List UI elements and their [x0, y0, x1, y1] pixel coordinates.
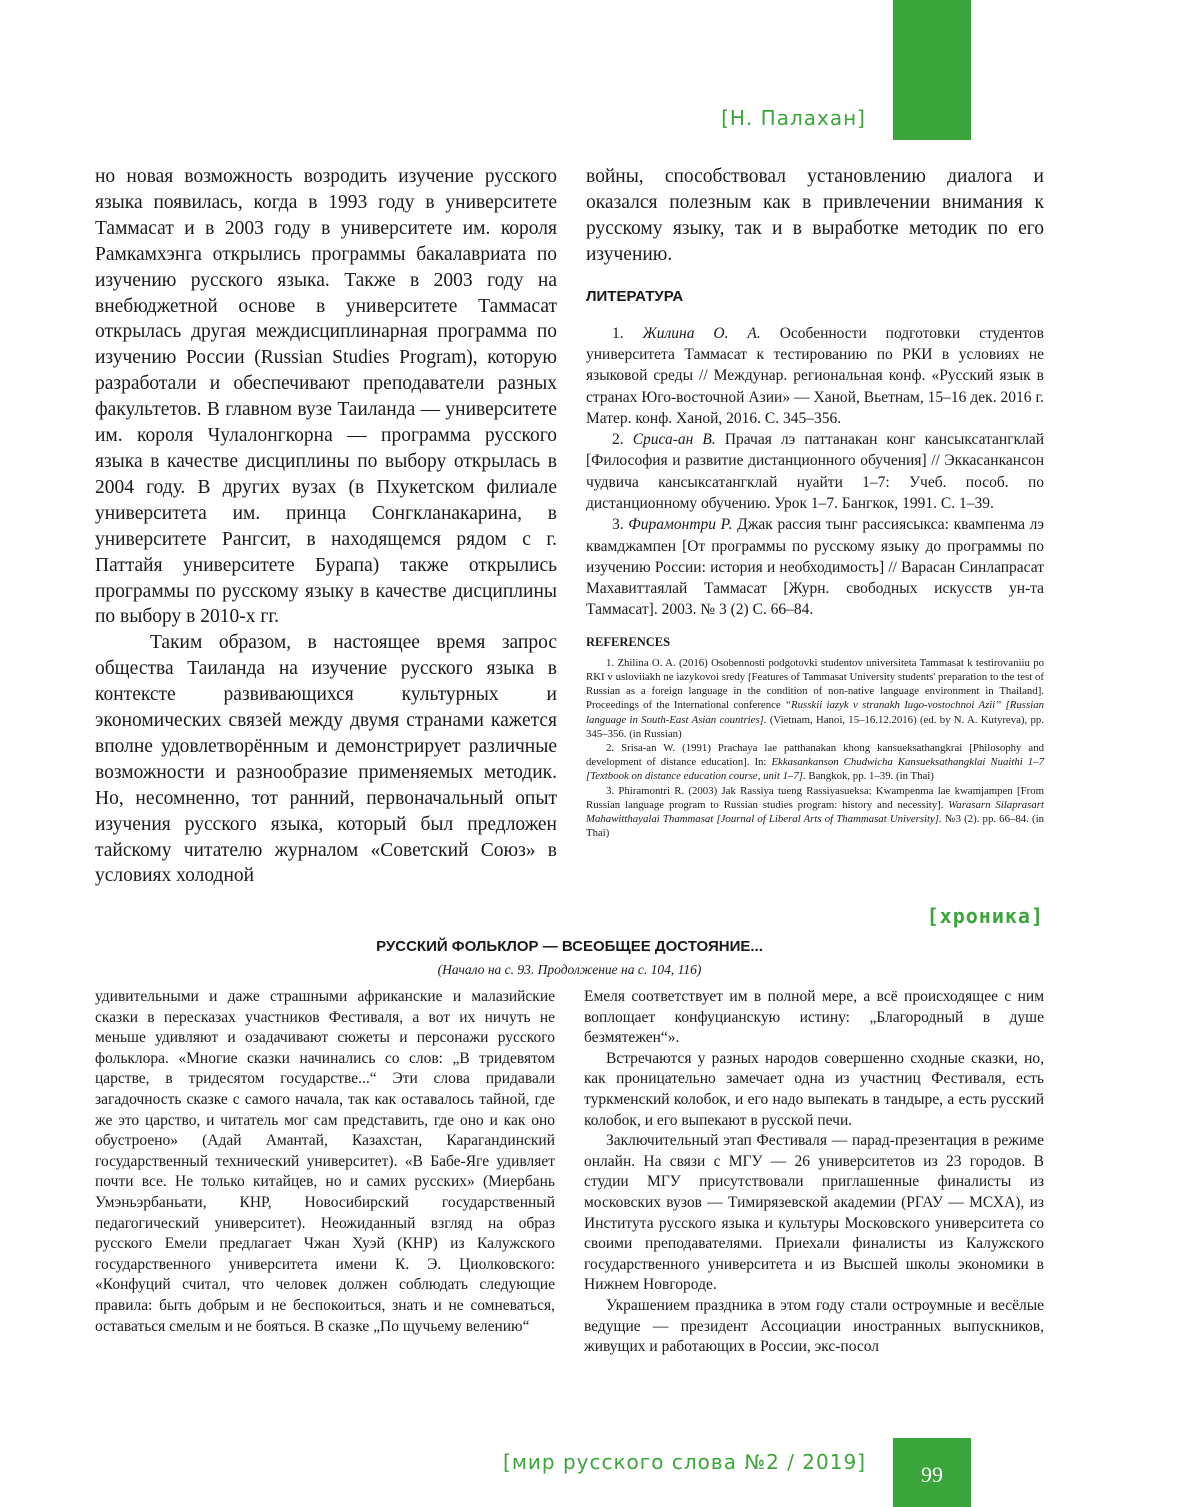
green-header-bar [893, 0, 971, 140]
article2-paragraph-1: удивительными и даже страшными африканские и малазийские сказки в пересказах участников Фестиваля, а вот их ничуть не меньше удивляют и озадачивают сюжеты и персонажи русского фольклора. «Многие сказки начинались со слов: „В тридевятом царстве, в тридесятом государстве...“ Эти слова придавали загадочность сказке с самого начала, так как оставалось тайной, где же это царство, и читатель мог сам представить, где оно и как оно обустроено» (Адай Амантай, Казахстан, Карагандинский государственный технический университет). «В Бабе-Яге удивляет почти все. Не только китайцев, но и самих русских» (Миербань Умэньэрбаньати, КНР, Новосибирский государственный педагогический университет). Неожиданный взгляд на образ русского Емели предлагает Чжан Хуэй (КНР) из Калужского государственного университета имени К. Э. Циолковского: «Конфуций считал, что человек должен соблюдать следующие правила: быть добрым и не беспокоиться, знать и не сомневаться, оставаться смелым и не бояться. В сказке „По щучьему велению“ [95, 988, 555, 1335]
article2-title: РУССКИЙ ФОЛЬКЛОР — ВСЕОБЩЕЕ ДОСТОЯНИЕ... [376, 938, 763, 955]
article1-paragraph-2: Таким образом, в настоящее время запрос общества Таиланда на изучение русского языка в контексте развивающихся культурных и экономических связей между двумя странами кажется вполне удовлетворённым и демонстрирует различные возможности и разнообразие применяемых методик. Но, несомненно, тот ранний, первоначальный опыт изучения русского языка, который был предложен тайскому читателю журналом «Советский Союз» в условиях холодной [95, 632, 557, 887]
article1-paragraph-3: войны, способствовал установлению диалога и оказался полезным как в привлечении внимания к русскому языку, так и в выработке методик по его изучению. [586, 166, 1044, 265]
article2-continuation-note: (Начало на с. 93. Продолжение на с. 104, 116) [437, 962, 702, 977]
reference-item: 2. Srisa-an W. (1991) Prachaya lae patthanakan khong kansueksathangkrai [Philosophy and development of distance education]. In: Ekkasankanson Chudwicha Kansueksathangklai Nuaithi 1–7 [Textbook on distance education course, unit 1–7]. Bangkok, pp. 1–39. (in Thai) [586, 742, 1045, 783]
literature-item: 2. Сриса-ан В. Прачая лэ паттанакан конг кансыксатангклай [Философия и развитие дистанционного обучения] // Эккасанкансон чудвича кансыксатангклай нуайти 1–7: Учеб. пособ. по дистанционному обучению. Урок 1–7. Бангкок, 1991. С. 1–39. [586, 431, 1045, 512]
article2-paragraph-4: Заключительный этап Фестиваля — парад-презентация в режиме онлайн. На связи с МГУ — 26 университетов из 23 городов. В студии МГУ присутствовали приглашенные финалисты из московских вузов — Тимирязевской академии (РГАУ — МСХА), из Института русского языка и культуры Московского университета со своими преподавателями. Приехали финалисты из Калужского государственного университета и из Высшей школы экономики в Нижнем Новгороде. [584, 1132, 1044, 1294]
section-tag: [хроника] [926, 904, 1044, 928]
references-heading: REFERENCES [586, 634, 671, 649]
journal-footer-title: [мир русского слова №2 / 2019] [503, 1450, 866, 1474]
article2-right-column [584, 987, 1044, 1358]
article2-left-column [95, 987, 555, 1337]
reference-item: 1. Zhilina O. A. (2016) Osobennosti podgotovki studentov universiteta Tammasat k testirovaniiu po RKI v usloviiakh ne iazykovoi sredy [Features of Tammasat University students' preparation to the test of Russian as a foreign language in the condition of non-native language environment in Thailand]. Proceedings of the International conference “Russkii iazyk v stranakh Iugo-vostochnoi Azii” [Russian language in South-East Asian countries]. (Vietnam, Hanoi, 15–16.12.2016) (ed. by N. A. Kutyreva), pp. 345–356. (in Russian) [586, 656, 1044, 740]
article2-paragraph-5: Украшением праздника в этом году стали остроумные и весёлые ведущие — президент Ассоциации иностранных выпускников, живущих и работающих в России, экс-посол [584, 1296, 1044, 1356]
article2-paragraph-3: Встречаются у разных народов совершенно сходные сказки, но, как проницательно замечает одна из участниц Фестиваля, есть туркменский колобок, и его надо выпекать в тандыре, а есть русский колобок, и его выпекают в русской печи. [584, 1049, 1044, 1129]
article1-right-column [586, 164, 1044, 840]
reference-item: 3. Phiramontri R. (2003) Jak Rassiya tueng Rassiyasueksa: Kwampenma lae kwamjampen [From Russian language program to Russian studies program: history and necessity]. Warasarn Silaprasart Mahawitthayalai Thammasat [Journal of Liberal Arts of Thammasat University]. №3 (2). pp. 66–84. (in Thai) [586, 784, 1045, 840]
literature-heading: ЛИТЕРАТУРА [586, 287, 684, 305]
literature-item: 1. Жилина О. А. Особенности подготовки студентов университета Таммасат к тестированию по РКИ в условиях не языковой среды // Междунар. региональная конф. «Русский язык в странах Юго-восточной Азии» — Ханой, Вьетнам, 15–16 дек. 2016 г. Матер. конф. Ханой, 2016. С. 345–356. [586, 324, 1045, 427]
article2-paragraph-2: Емеля соответствует им в полной мере, а всё происходящее с ним воплощает конфуцианскую истину: „Благородный в душе безмятежен“». [584, 988, 1044, 1047]
article1-paragraph-1: но новая возможность возродить изучение русского языка появилась, когда в 1993 году в университете Таммасат и в 2003 году в университете им. короля Рамкамхэнга открылись программы бакалавриата по изучению русского языка. Также в 2003 году на внебюджетной основе в университете Таммасат открылась другая междисциплинарная программа по изучению России (Russian Studies Program), которую разработали и обеспечивают преподаватели разных факультетов. В главном вузе Таиланда — университете им. короля Чулалонгкорна — программа русского языка в качестве дисциплины по выбору открылась в 2004 году. В других вузах (в Пхукетском филиале университета им. принца Сонгкланакарина, в университете Рангсит, в находящемся рядом с г. Паттайя университете Бурапа) также открылись программы по русскому языку в качестве дисциплины по выбору в 2010-х гг. [95, 166, 557, 628]
page-number: 99 [921, 1462, 943, 1487]
article1-left-column [95, 164, 557, 889]
author-tag: [Н. Палахан] [721, 106, 866, 130]
literature-item: 3. Фирамонтри Р. Джак рассия тынг рассиясыкса: квампенма лэ квамджампен [От программы по русскому языку до программы по изучению России: история и необходимость] // Варасан Синлапрасат Махавиттаялай Таммасат [Журн. свободных искусств ун-та Таммасат]. 2003. № 3 (2) С. 66–84. [586, 516, 1045, 619]
